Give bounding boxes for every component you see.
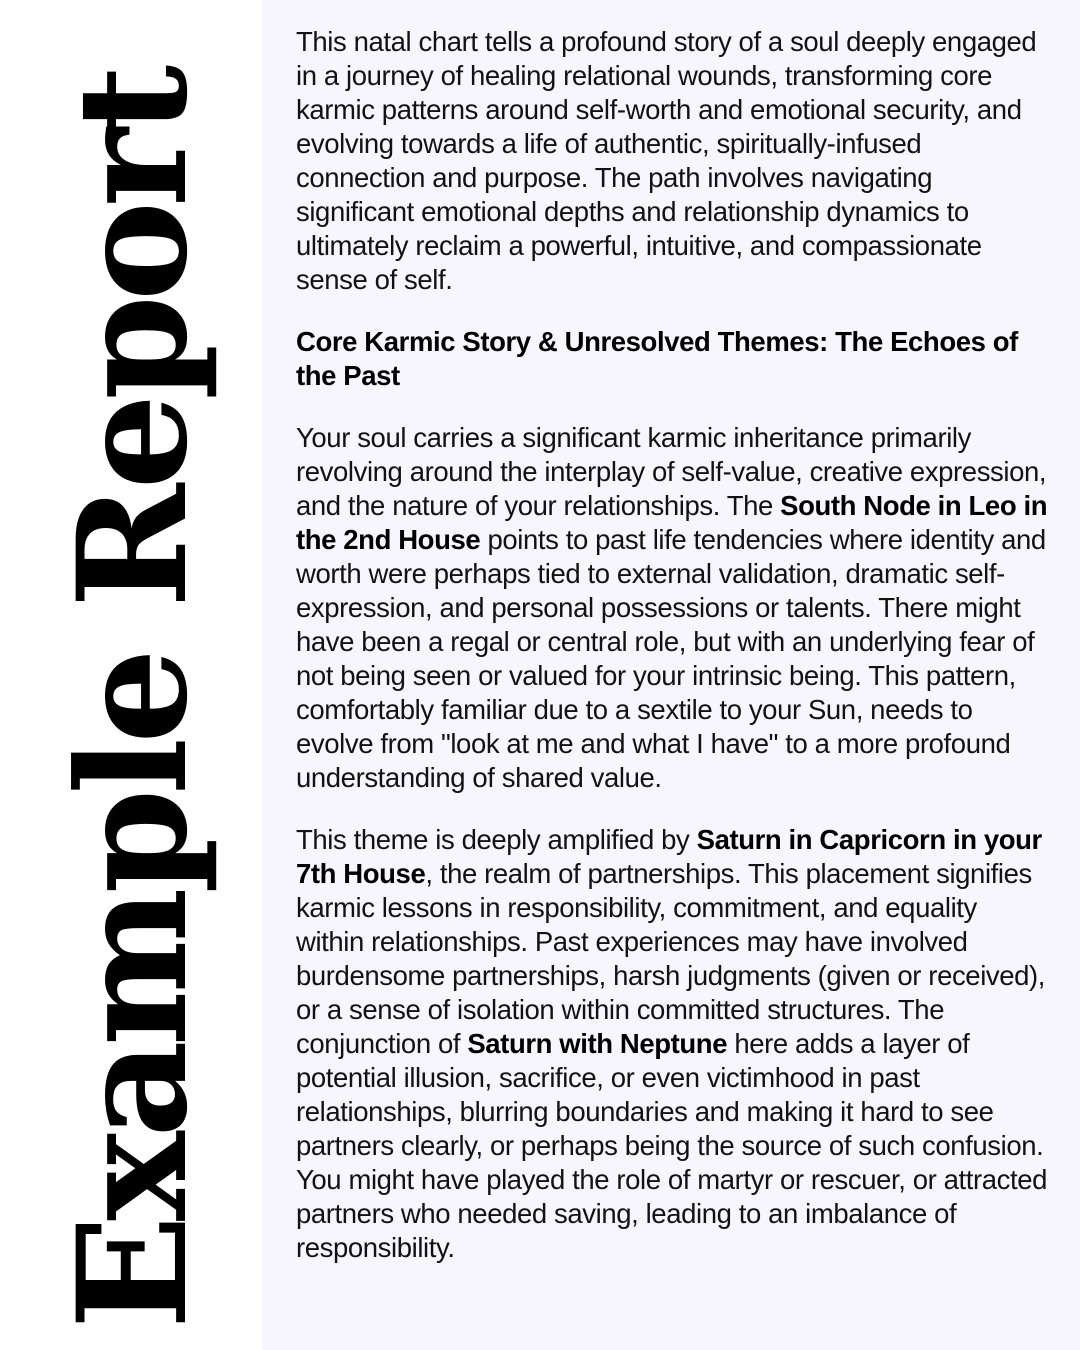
p1-text-before: Your soul carries a significant karmic inheritance primarily revolving around the interplay of self-value, creative expression, and the nature of your relationships. The [296, 422, 1047, 521]
side-title-area [0, 0, 262, 1350]
intro-paragraph: This natal chart tells a profound story of a soul deeply engaged in a journey of healing relational wounds, transforming core karmic patterns around self-worth and emotional security, and evolving towards a life of authentic, spiritually-infused connection and purpose. The path involves navigating significant emotional depths and relationship dynamics to ultimately reclaim a powerful, intuitive, and compassionate sense of self. [296, 26, 1037, 295]
karmic-paragraph-1 [296, 421, 1050, 795]
report-content [262, 0, 1080, 1350]
p2-saturn-neptune-highlight: Saturn with Neptune [467, 1028, 728, 1059]
p2-saturn-highlight: Saturn in Capricorn in your 7th House [296, 824, 1042, 889]
section-heading: Core Karmic Story & Unresolved Themes: The Echoes of the Past [296, 326, 1018, 391]
report-title: Example Report [45, 70, 221, 1330]
p2-text-before: This theme is deeply amplified by [296, 824, 697, 855]
p1-text-after: points to past life tendencies where identity and worth were perhaps tied to external validation, dramatic self-expression, and personal possessions or talents. There might have been a regal or central role, but with an underlying fear of not being seen or valued for your intrinsic being. This pattern, comfortably familiar due to a sextile to your Sun, needs to evolve from "look at me and what I have" to a more profound understanding of shared value. [296, 524, 1046, 793]
p2-text-middle: , the realm of partnerships. This placement signifies karmic lessons in responsibility, commitment, and equality within relationships. Past experiences may have involved burdensome partnerships, harsh judgments (given or received), or a sense of isolation within committed structures. The conjunction of [296, 858, 1046, 1059]
p1-south-node-highlight: South Node in Leo in the 2nd House [296, 490, 1048, 555]
karmic-paragraph-2 [296, 823, 1050, 1265]
p2-text-after: here adds a layer of potential illusion, sacrifice, or even victimhood in past relationships, blurring boundaries and making it hard to see partners clearly, or perhaps being the source of such confusion. You might have played the role of martyr or rescuer, or attracted partners who needed saving, leading to an imbalance of responsibility. [296, 1028, 1048, 1263]
